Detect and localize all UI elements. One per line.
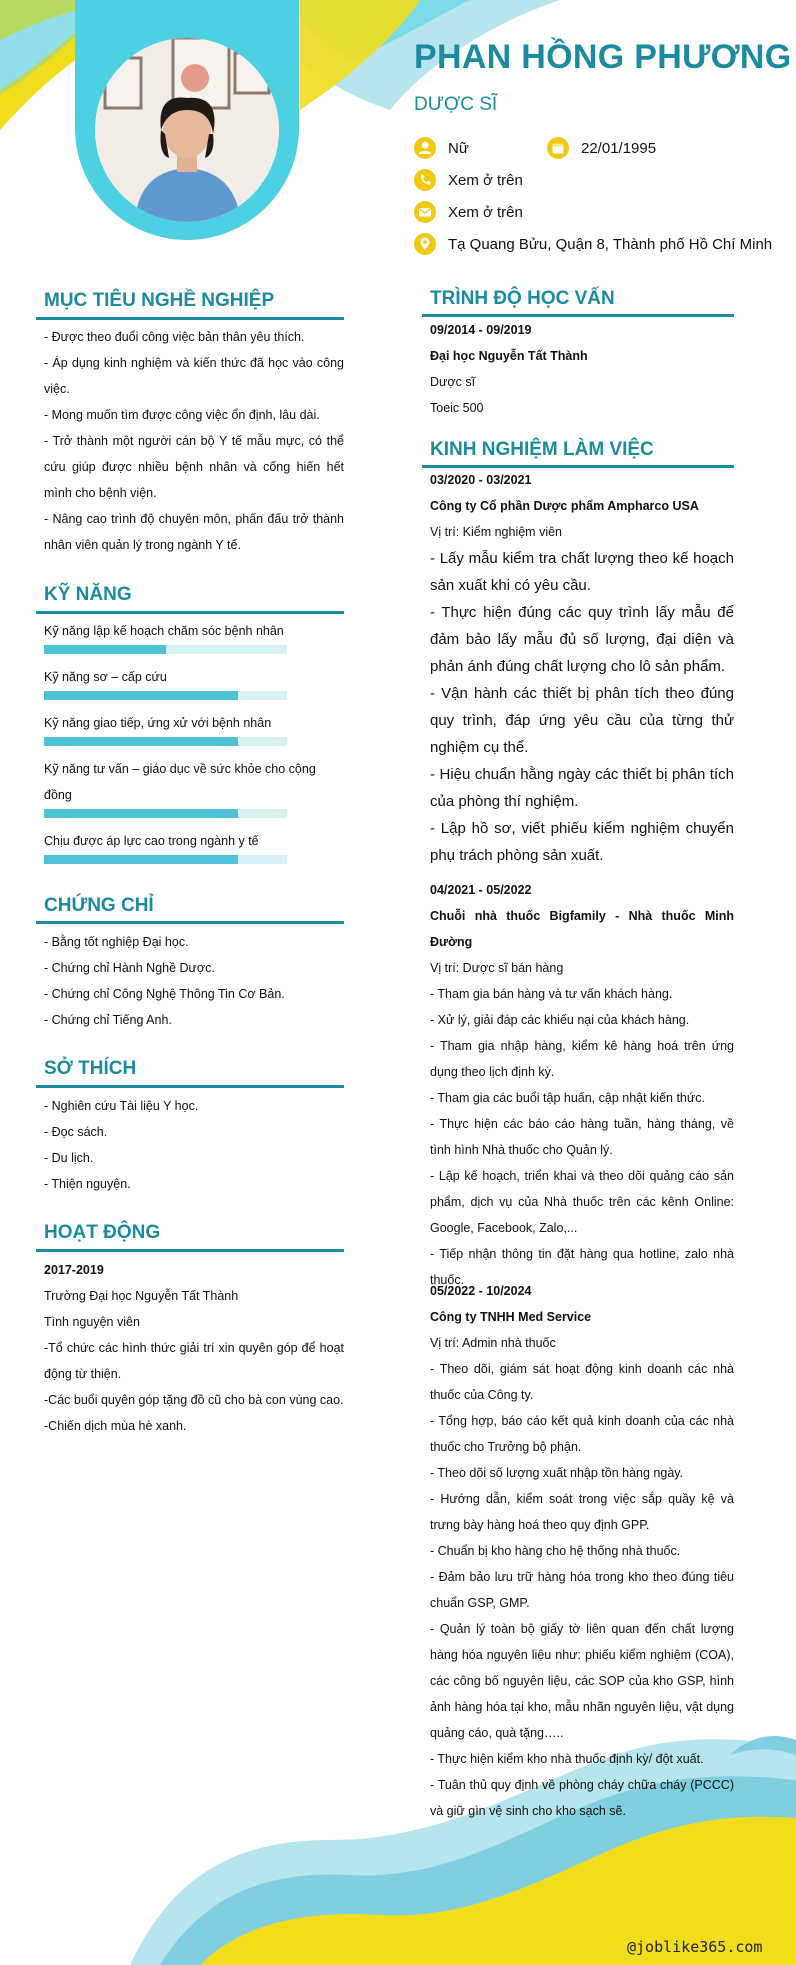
skill-bar: [44, 737, 287, 746]
hobby-line: - Thiện nguyện.: [44, 1177, 131, 1191]
activity-line: -Các buổi quyên góp tặng đồ cũ cho bà con vùng cao.: [44, 1393, 344, 1407]
education-text: [430, 317, 734, 421]
job-duty: - Tham gia các buổi tập huấn, cập nhật kiến thức.: [430, 1091, 705, 1105]
certificates-divider: [36, 921, 344, 924]
user-icon: [414, 137, 436, 159]
job-duty: - Thực hiện kiểm kho nhà thuốc định kỳ/ đột xuất.: [430, 1752, 704, 1766]
certificate-line: - Chứng chỉ Hành Nghề Dược.: [44, 961, 215, 975]
phone-icon: [414, 169, 436, 191]
job-duty: - Lấy mẫu kiểm tra chất lượng theo kế hoạch sản xuất khi có yêu cầu.: [430, 550, 734, 594]
skills-divider: [36, 611, 344, 614]
hobby-line: - Du lịch.: [44, 1151, 94, 1165]
phone-row: [414, 169, 523, 191]
job-duty: - Hiệu chuẩn hằng ngày các thiết bị phân tích của phòng thí nghiệm.: [430, 766, 734, 810]
job-duty: - Tuân thủ quy định về phòng cháy chữa cháy (PCCC) và giữ gìn vệ sinh cho kho sạch sẽ.: [430, 1778, 734, 1818]
education-major: Dược sĩ: [430, 375, 476, 389]
skill-bar-fill: [44, 645, 166, 654]
job-duty: - Quản lý toàn bộ giấy tờ liên quan đến chất lượng hàng hóa nguyên liệu như: phiếu kiểm nghiệm (COA), các công bố nguyên liệu, các SOP của kho GSP, hình ảnh hàng hóa tại kho, mẫu nhãn nguyên liệu, vật dụng quảng cáo, quà tặng…..: [430, 1622, 734, 1740]
education-period: 09/2014 - 09/2019: [430, 323, 532, 337]
job-position: Vị trí: Admin nhà thuốc: [430, 1336, 556, 1350]
experience-title: KINH NGHIỆM LÀM VIỆC: [430, 439, 654, 460]
objective-title: MỤC TIÊU NGHỀ NGHIỆP: [44, 290, 275, 311]
activities-text: [44, 1257, 344, 1439]
hobbies-text: [44, 1093, 344, 1197]
skill-bar: [44, 645, 287, 654]
job-duty: - Theo dõi số lượng xuất nhập tồn hàng ngày.: [430, 1466, 684, 1480]
birthdate-value: 22/01/1995: [581, 139, 657, 157]
objective-divider: [36, 317, 344, 320]
skills-title: KỸ NĂNG: [44, 584, 132, 605]
job-duty: - Lập hồ sơ, viết phiếu kiểm nghiệm chuyển phụ trách phòng sản xuất.: [430, 820, 734, 864]
skill-name: Kỹ năng tư vấn – giáo dục về sức khỏe cho cộng đồng: [44, 762, 316, 802]
objective-line: - Được theo đuổi công việc bản thân yêu thích.: [44, 330, 305, 344]
job-company: Chuỗi nhà thuốc Bigfamily - Nhà thuốc Minh Đường: [430, 909, 734, 949]
objective-line: - Trở thành một người cán bộ Y tế mẫu mực, có thể cứu giúp được nhiều bệnh nhân và cống hiến hết mình cho bệnh viện.: [44, 434, 344, 500]
job-period: 03/2020 - 03/2021: [430, 473, 532, 487]
phone-value: Xem ở trên: [448, 171, 523, 189]
objective-line: - Mong muốn tìm được công việc ổn định, lâu dài.: [44, 408, 320, 422]
activities-title: HOẠT ĐỘNG: [44, 1222, 161, 1243]
objective-line: - Nâng cao trình độ chuyên môn, phấn đấu trở thành nhân viên quản lý trong ngành Y tế.: [44, 512, 344, 552]
email-value: Xem ở trên: [448, 203, 523, 221]
hobbies-divider: [36, 1085, 344, 1088]
activity-role: Tình nguyện viên: [44, 1315, 140, 1329]
skill-name: Kỹ năng sơ – cấp cứu: [44, 670, 167, 684]
job-duty: - Tham gia bán hàng và tư vấn khách hàng.: [430, 987, 673, 1001]
job-entry: [430, 1278, 734, 1824]
education-extra: Toeic 500: [430, 401, 484, 415]
skill-name: Chịu được áp lực cao trong ngành y tế: [44, 834, 259, 848]
job-period: 05/2022 - 10/2024: [430, 1284, 532, 1298]
job-duty: - Thực hiện đúng các quy trình lấy mẫu để đảm bảo lấy mẫu đủ số lượng, đại diện và phản ánh đúng chất lượng cho lô sản phẩm.: [430, 604, 734, 675]
certificate-line: - Chứng chỉ Công Nghệ Thông Tin Cơ Bản.: [44, 987, 285, 1001]
skill-bar: [44, 855, 287, 864]
job-entry: [430, 877, 734, 1293]
job-entry: [430, 467, 734, 869]
address-row: [414, 233, 772, 255]
address-value: Tạ Quang Bửu, Quận 8, Thành phố Hồ Chí Minh: [448, 235, 773, 253]
education-school: Đại học Nguyễn Tất Thành: [430, 349, 588, 363]
skill-bar-fill: [44, 855, 238, 864]
job-title: DƯỢC SĨ: [414, 94, 498, 115]
hobby-line: - Đọc sách.: [44, 1125, 108, 1139]
job-duty: - Đảm bảo lưu trữ hàng hóa trong kho theo đúng tiêu chuẩn GSP, GMP.: [430, 1570, 734, 1610]
certificates-text: [44, 929, 344, 1033]
candidate-name: PHAN HỒNG PHƯƠNG: [414, 38, 792, 76]
footer-credit: @joblike365.com: [627, 1938, 763, 1956]
job-company: Công ty Cổ phần Dược phẩm Ampharco USA: [430, 499, 699, 513]
job-period: 04/2021 - 05/2022: [430, 883, 532, 897]
skill-bar-fill: [44, 737, 238, 746]
email-row: [414, 201, 523, 223]
job-position: Vị trí: Dược sĩ bán hàng: [430, 961, 564, 975]
job-duty: - Xử lý, giải đáp các khiếu nại của khách hàng.: [430, 1013, 690, 1027]
job-duty: - Lập kế hoạch, triển khai và theo dõi quảng cáo sản phẩm, dịch vụ của Nhà thuốc trên các kênh Online: Google, Facebook, Zalo,...: [430, 1169, 734, 1235]
skill-bar: [44, 691, 287, 700]
activities-divider: [36, 1249, 344, 1252]
job-duty: - Tổng hợp, báo cáo kết quả kinh doanh của các nhà thuốc cho Trưởng bộ phận.: [430, 1414, 734, 1454]
envelope-icon: [414, 201, 436, 223]
skill-bar-fill: [44, 809, 238, 818]
objective-line: - Áp dụng kinh nghiệm và kiến thức đã học vào công việc.: [44, 356, 344, 396]
job-duty: - Chuẩn bị kho hàng cho hệ thống nhà thuốc.: [430, 1544, 681, 1558]
objective-text: [44, 324, 344, 558]
job-duty: - Vận hành các thiết bị phân tích theo đúng quy trình, đáp ứng yêu cầu của từng thử nghiệm cụ thể.: [430, 685, 734, 756]
skill-name: Kỹ năng giao tiếp, ứng xử với bệnh nhân: [44, 716, 272, 730]
certificate-line: - Chứng chỉ Tiếng Anh.: [44, 1013, 172, 1027]
activity-line: -Chiến dịch mùa hè xanh.: [44, 1419, 187, 1433]
activity-org: Trường Đại học Nguyễn Tất Thành: [44, 1289, 239, 1303]
job-duty: - Thực hiện các báo cáo hàng tuần, hàng tháng, về tình hình Nhà thuốc cho Quản lý.: [430, 1117, 734, 1157]
hobby-line: - Nghiên cứu Tài liệu Y học.: [44, 1099, 199, 1113]
profile-photo: [95, 38, 279, 222]
certificates-title: CHỨNG CHỈ: [44, 895, 154, 916]
job-company: Công ty TNHH Med Service: [430, 1310, 592, 1324]
job-duty: - Tham gia nhập hàng, kiểm kê hàng hoá trên ứng dụng theo lịch định kỳ.: [430, 1039, 734, 1079]
job-duty: - Hướng dẫn, kiểm soát trong việc sắp quầy kệ và trưng bày hàng hoá theo quy định GPP.: [430, 1492, 734, 1532]
certificate-line: - Bằng tốt nghiệp Đại học.: [44, 935, 189, 949]
activity-line: -Tổ chức các hình thức giải trí xin quyên góp để hoạt động từ thiện.: [44, 1341, 344, 1381]
job-duty: - Tiếp nhận thông tin đặt hàng qua hotline, zalo nhà thuốc.: [430, 1247, 734, 1287]
skill-bar-fill: [44, 691, 238, 700]
gender-value: Nữ: [448, 139, 469, 157]
birthdate-row: [547, 137, 656, 159]
gender-row: [414, 137, 469, 159]
activity-period: 2017-2019: [44, 1263, 104, 1277]
skill-bar: [44, 809, 287, 818]
education-title: TRÌNH ĐỘ HỌC VẤN: [430, 288, 615, 309]
job-position: Vị trí: Kiểm nghiệm viên: [430, 525, 562, 539]
calendar-icon: [547, 137, 569, 159]
skill-name: Kỹ năng lập kế hoạch chăm sóc bệnh nhân: [44, 624, 284, 638]
hobbies-title: SỞ THÍCH: [44, 1058, 137, 1079]
job-duty: - Theo dõi, giám sát hoạt động kinh doanh các nhà thuốc của Công ty.: [430, 1362, 734, 1402]
location-pin-icon: [414, 233, 436, 255]
